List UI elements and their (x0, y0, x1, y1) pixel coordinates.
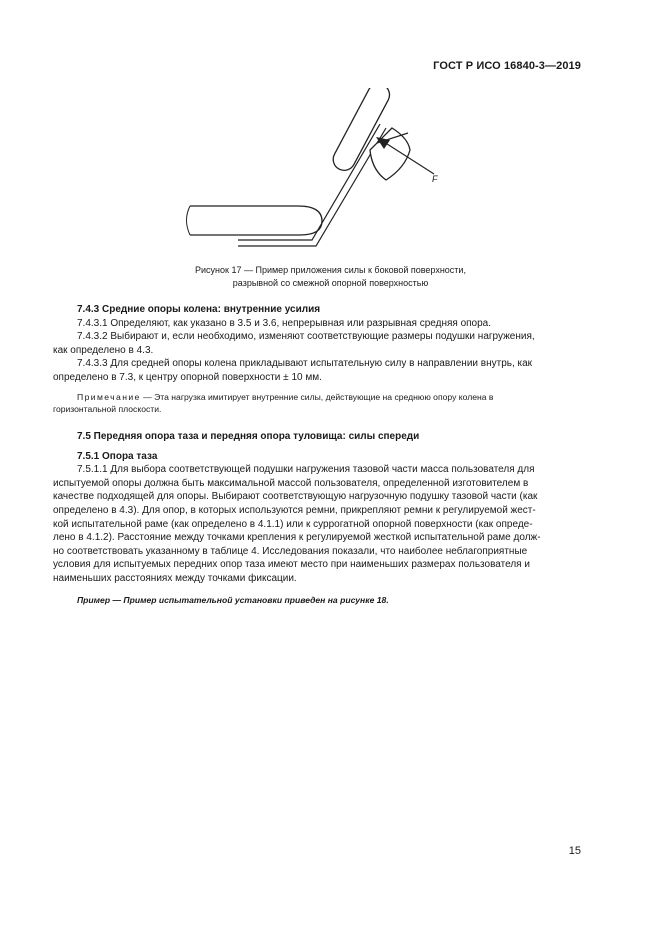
paragraph-line: качестве подходящей для опоры. Выбирают соответствующую нагрузочную подушку тазовой части (как (53, 491, 538, 503)
section-7-5 (53, 430, 583, 606)
document-header: ГОСТ Р ИСО 16840-3—2019 (433, 60, 581, 72)
paragraph-line: лено в 4.1.2). Расстояние между точками крепления к регулируемой жесткой испытательной раме долж- (53, 532, 541, 544)
paragraph-line: но соответствовать указанному в таблице 4. Исследования показали, что наиболее неблагоприятные (53, 545, 528, 557)
paragraph-line: условия для испытуемых передних опор таза имеют место при наименьших размерах пользователя и (53, 559, 530, 571)
paragraph-line: 7.5.1.1 Для выбора соответствующей подушки нагружения тазовой части масса пользователя для (77, 464, 535, 476)
paragraph-line: определено в 4.3). Для опор, в которых используются ремни, прикрепляют ремни к регулируемой жест- (53, 504, 536, 516)
page-number: 15 (568, 845, 581, 857)
paragraph: 7.4.3.3 Для средней опоры колена прикладывают испытательную силу в направлении внутрь, как (77, 358, 533, 370)
loading-pad-shape (370, 128, 410, 180)
paragraph-line: наименьших расстояниях между точками фиксации. (53, 572, 297, 584)
seat-support-shape (190, 206, 322, 235)
figure-caption (100, 264, 561, 289)
paragraph: определено в 7.3, к центру опорной поверхности ± 10 мм. (53, 371, 322, 383)
section-heading: 7.5 Передняя опора таза и передняя опора туловища: силы спереди (77, 431, 420, 442)
note (77, 391, 583, 403)
paragraph: 7.4.3.2 Выбирают и, если необходимо, изменяют соответствующие размеры подушки нагружения, (77, 331, 535, 343)
section-heading: 7.4.3 Средние опоры колена: внутренние усилия (77, 304, 321, 315)
caption-line: Рисунок 17 — Пример приложения силы к боковой поверхности, (195, 265, 466, 275)
paragraph-line: испытуемой опоры должна быть максимальной массой пользователя, определенной изготовителем в (53, 477, 529, 489)
paragraph-line: кой испытательной раме (как определено в 4.1.1) или к суррогатной опорной поверхности (как опреде- (53, 518, 533, 530)
note-continuation: горизонтальной плоскости. (53, 403, 162, 414)
note-text: — Эта нагрузка имитирует внутренние силы, действующие на среднюю опору колена в (140, 391, 494, 402)
example: Пример — Пример испытательной установки приведен на рисунке 18. (77, 594, 389, 605)
section-7-4-3 (53, 303, 583, 415)
caption-line: разрывной со смежной опорной поверхностью (232, 277, 429, 288)
note-label: Примечание (77, 391, 141, 402)
paragraph: 7.4.3.1 Определяют, как указано в 3.5 и 3.6, непрерывная или разрывная средняя опора. (77, 317, 492, 329)
force-diagram (180, 88, 460, 258)
figure-17 (180, 88, 460, 258)
force-label: F (432, 174, 438, 184)
subsection-heading: 7.5.1 Опора таза (77, 450, 158, 462)
paragraph: как определено в 4.3. (53, 344, 154, 356)
